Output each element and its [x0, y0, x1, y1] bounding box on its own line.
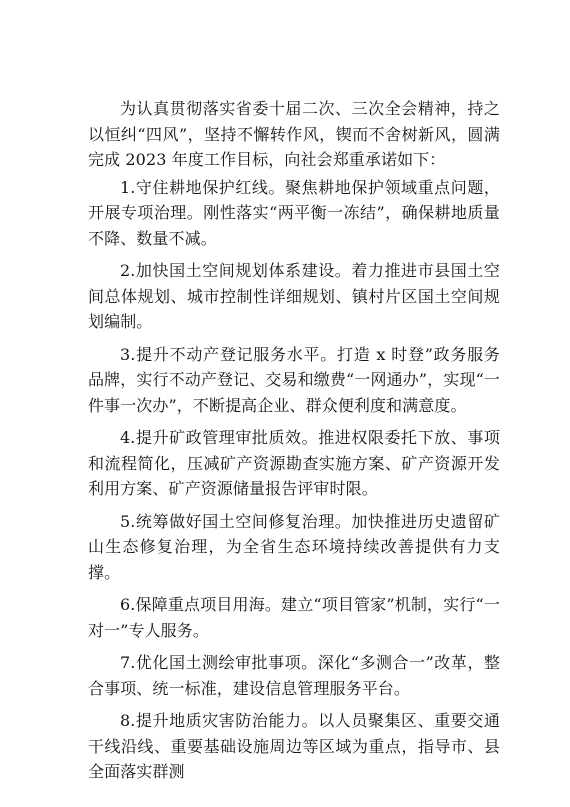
- commitment-item-7: 7.优化国土测绘审批事项。深化“多测合一”改革，整合事项、统一标准，建设信息管理服务平台。: [88, 653, 500, 698]
- document-body: [88, 96, 500, 792]
- commitment-item-2: 2.加快国土空间规划体系建设。着力推进市县国土空间总体规划、城市控制性详细规划、镇村片区国土空间规划编制。: [88, 261, 500, 331]
- commitment-item-3: 3.提升不动产登记服务水平。打造 x 时登”政务服务品牌，实行不动产登记、交易和缴费“一网通办”，实现“一件事一次办”，不断提高企业、群众便利度和满意度。: [88, 344, 500, 415]
- commitment-item-1: 1.守住耕地保护红线。聚焦耕地保护领域重点问题，开展专项治理。刚性落实“两平衡一冻结”，确保耕地质量不降、数量不减。: [88, 177, 500, 248]
- commitment-item-8: 8.提升地质灾害防治能力。以人员聚集区、重要交通干线沿线、重要基础设施周边等区域为重点，指导市、县全面落实群测: [88, 711, 500, 781]
- commitment-item-4: 4.提升矿政管理审批质效。推进权限委托下放、事项和流程简化，压减矿产资源勘查实施方案、矿产资源开发利用方案、矿产资源储量报告评审时限。: [88, 428, 500, 498]
- commitment-item-6: 6.保障重点项目用海。建立“项目管家”机制，实行“一对一”专人服务。: [88, 595, 500, 640]
- commitment-item-5: 5.统筹做好国土空间修复治理。加快推进历史遗留矿山生态修复治理，为全省生态环境持续改善提供有力支撑。: [88, 511, 500, 582]
- intro-paragraph: 为认真贯彻落实省委十届二次、三次全会精神，持之以恒纠“四风”，坚持不懈转作风，锲而不舍树新风，圆满完成 2023 年度工作目标，向社会郑重承诺如下：: [88, 99, 500, 169]
